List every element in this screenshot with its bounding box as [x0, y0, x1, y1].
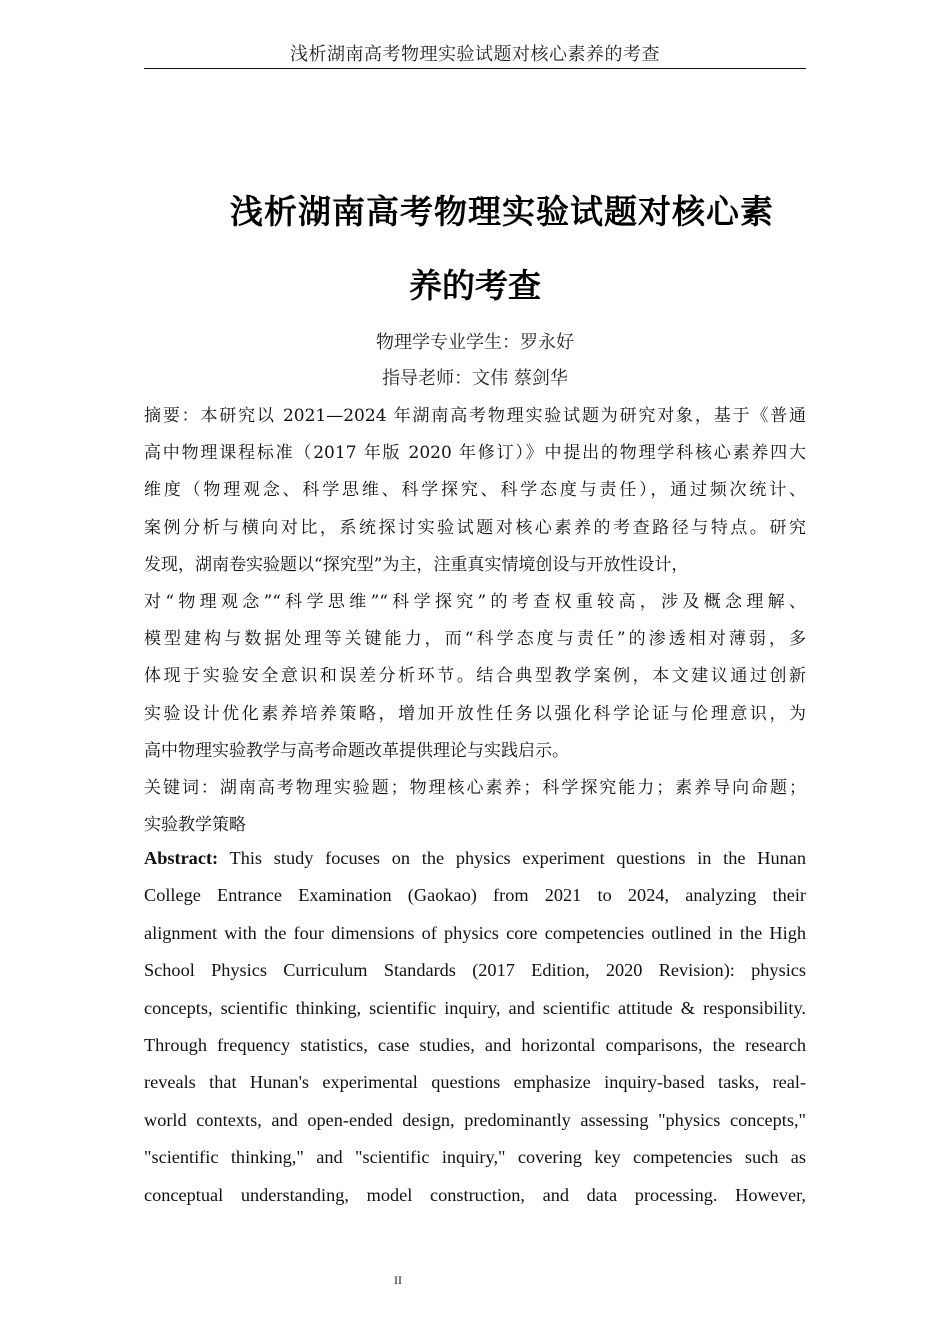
abstract-en-line: alignment with the four dimensions of physics core competencies outlined in the High: [144, 922, 806, 943]
page-number: II: [394, 1273, 402, 1287]
abstract-en-line: concepts, scientific thinking, scientific inquiry, and scientific attitude & responsibility.: [144, 997, 806, 1018]
english-abstract: [144, 840, 806, 1214]
abstract-cn-line: 高中物理实验教学与高考命题改革提供理论与实践启示。: [144, 740, 569, 761]
abstract-cn-line: 摘要：本研究以 2021—2024 年湖南高考物理实验试题为研究对象，基于《普通: [144, 406, 806, 426]
abstract-en-line: College Entrance Examination (Gaokao) from 2021 to 2024, analyzing their: [144, 885, 806, 906]
advisor-names: 指导老师：文伟 蔡剑华: [382, 368, 568, 389]
abstract-cn-line: 体现于实验安全意识和误差分析环节。结合典型教学案例，本文建议通过创新: [144, 666, 806, 687]
abstract-cn-line: 对“物理观念”“科学思维”“科学探究”的考查权重较高，涉及概念理解、: [144, 591, 806, 612]
keywords-line: 实验教学策略: [144, 815, 246, 836]
abstract-cn-line: 案例分析与横向对比，系统探讨实验试题对核心素养的考查路径与特点。研究: [144, 517, 806, 538]
abstract-en-line: School Physics Curriculum Standards (2017 Edition, 2020 Revision): physics: [144, 960, 806, 981]
student-author: 物理学专业学生：罗永好: [376, 332, 574, 353]
keywords-line: 关键词：湖南高考物理实验题；物理核心素养；科学探究能力；素养导向命题；: [144, 777, 806, 798]
abstract-cn-line: 高中物理课程标准（2017 年版 2020 年修订）》中提出的物理学科核心素养四大: [144, 443, 806, 464]
abstract-en-line: conceptual understanding, model construction, and data processing. However,: [144, 1184, 806, 1205]
abstract-en-line: "scientific thinking," and "scientific inquiry," covering key competencies such as: [144, 1147, 806, 1168]
abstract-en-line: world contexts, and open-ended design, predominantly assessing "physics concepts,": [144, 1109, 806, 1130]
paper-title-line-2: 养的考查: [409, 266, 541, 305]
abstract-cn-line: 模型建构与数据处理等关键能力，而“科学态度与责任”的渗透相对薄弱，多: [144, 629, 806, 650]
abstract-en-line: reveals that Hunan's experimental questions emphasize inquiry-based tasks, real-: [144, 1072, 806, 1093]
running-header: 浅析湖南高考物理实验试题对核心素养的考查: [144, 44, 806, 69]
abstract-label: Abstract:: [144, 848, 219, 868]
abstract-cn-line: 实验设计优化素养培养策略，增加开放性任务以强化科学论证与伦理意识，为: [144, 703, 806, 724]
chinese-abstract: [144, 398, 806, 844]
abstract-cn-line: 维度（物理观念、科学思维、科学探究、科学态度与责任），通过频次统计、: [144, 480, 806, 501]
abstract-cn-line: 发现，湖南卷实验题以“探究型”为主，注重真实情境创设与开放性设计，: [144, 554, 689, 575]
abstract-en-line: Abstract: This study focuses on the physics experiment questions in the Hunan: [144, 848, 806, 868]
paper-title-line-1: 浅析湖南高考物理实验试题对核心素: [230, 192, 774, 231]
abstract-en-line: Through frequency statistics, case studies, and horizontal comparisons, the research: [144, 1034, 806, 1055]
